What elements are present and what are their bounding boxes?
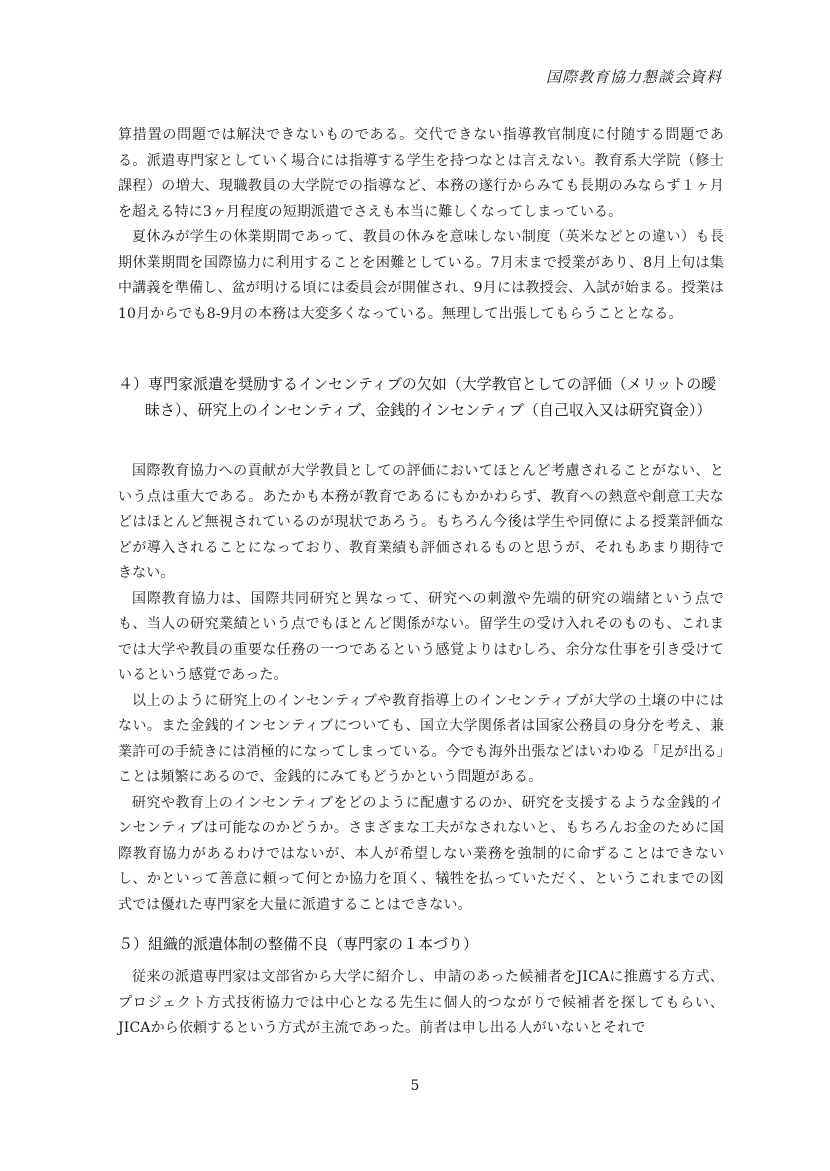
section-4-text-block bbox=[118, 459, 724, 918]
section-4-heading-block bbox=[118, 372, 724, 423]
paragraph: 国際教育協力への貢献が大学教員としての評価においてほとんど考慮されることがない、という点は重大である。あたかも本務が教育であるにもかかわらず、教育への熱意や創意工夫などはほとんど無視されているのが現状であろう。もちろん今後は学生や同僚による授業評価などが導入されることになっており、教育業績も評価されるものと思うが、それもあまり期待できない。 bbox=[118, 463, 724, 581]
section-heading: ５）組織的派遣体制の整備不良（専門家の１本づり） bbox=[118, 935, 479, 953]
paragraph: 研究や教育上のインセンティブをどのように配慮するのか、研究を支援するような金銭的インセンティブは可能なのかどうか。さまざまな工夫がなされないと、もちろんお金のために国際教育協力があるわけではないが、本人が希望しない業務を強制的に命ずることはできないし、かといって善意に頼って何とか協力を頂く、犠牲を払っていただく、というこれまでの図式では優れた専門家を大量に派遣することはできない。 bbox=[118, 794, 724, 913]
paragraph: 国際教育協力は、国際共同研究と異なって、研究への刺激や先端的研究の端緒という点でも、当人の研究業績という点でもほとんど関係がない。留学生の受け入れそのものも、これまでは大学や教員の重要な任務の一つであるという感覚よりはむしろ、余分な仕事を引き受けているという感覚であった。 bbox=[118, 590, 724, 683]
page-number: 5 bbox=[410, 1078, 420, 1094]
paragraph: 以上のように研究上のインセンティブや教育指導上のインセンティブが大学の土壌の中にはない。また金銭的インセンティブについても、国立大学関係者は国家公務員の身分を考え、兼業許可の手続きには消極的になってしまっている。今でも海外出張などはいわゆる「足が出る」ことは頻繁にあるので、金銭的にみてもどうかという問題がある。 bbox=[118, 692, 724, 785]
paragraph: 従来の派遣専門家は文部省から大学に紹介し、申請のあった候補者をJICAに推薦する方式、プロジェクト方式技術協力では中心となる先生に個人的つながりで候補者を探してもらい、JICAから依頼するという方式が主流であった。前者は申し出る人がいないとそれで bbox=[118, 969, 724, 1036]
intro-text-block bbox=[118, 123, 724, 327]
section-heading: ４）専門家派遣を奨励するインセンティブの欠如（大学教官としての評価（メリットの曖昧さ）、研究上のインセンティブ、金銭的インセンティブ（自己収入又は研究資金）） bbox=[118, 375, 717, 419]
section-5-heading-block bbox=[118, 932, 724, 958]
section-5-text-block bbox=[118, 965, 724, 1042]
paragraph: 夏休みが学生の休業期間であって、教員の休みを意味しない制度（英米などとの違い）も長期休業期間を国際協力に利用することを困難としている。7月末まで授業があり、8月上旬は集中講義を準備し、盆が明ける頃には委員会が開催され、9月には教授会、入試が始まる。授業は10月からでも8-9月の本務は大変多くなっている。無理して出張してもらうこととなる。 bbox=[118, 229, 724, 322]
paragraph: 算措置の問題では解決できないものである。交代できない指導教官制度に付随する問題である。派遣専門家としていく場合には指導する学生を持つなとは言えない。教育系大学院（修士課程）の増大、現職教員の大学院での指導など、本務の遂行からみても長期のみならず１ヶ月を超える特に3ヶ月程度の短期派遣でさえも本当に難しくなってしまっている。 bbox=[118, 127, 724, 220]
document-header-title: 国際教育協力懇談会資料 bbox=[545, 68, 722, 86]
